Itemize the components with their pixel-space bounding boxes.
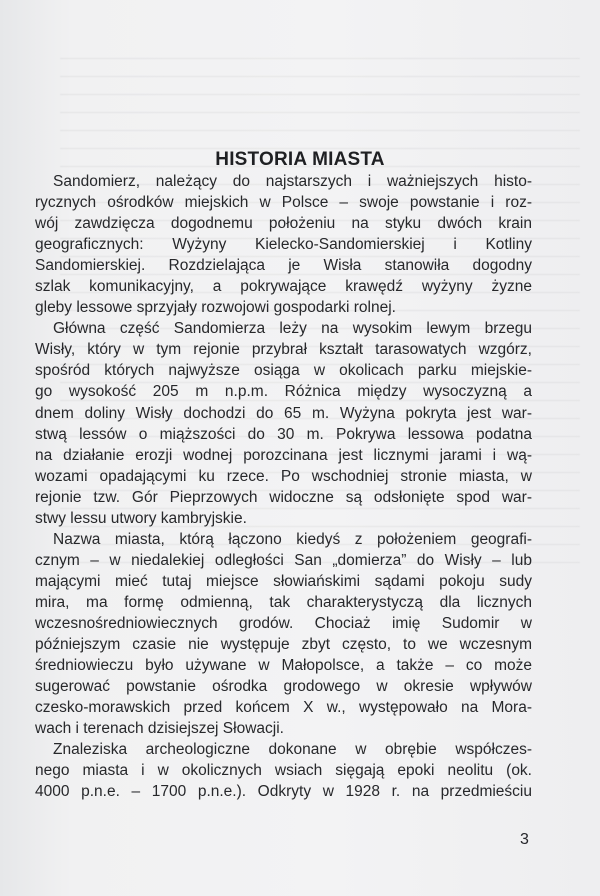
- text-line: wach i terenach dzisiejszej Słowacji.: [35, 720, 284, 738]
- text-line: czesko-morawskich przed końcem X w., występowało na Mora-: [35, 699, 532, 717]
- text-line: średniowieczu było używane w Małopolsce, a także – co może: [35, 657, 532, 675]
- text-line: Znaleziska archeologiczne dokonane w obrębie współczes-: [53, 741, 532, 759]
- text-line: Główna część Sandomierza leży na wysokim lewym brzegu: [53, 320, 532, 338]
- paragraph-1: [35, 171, 532, 318]
- text-line: sugerować powstanie ośrodka grodowego w okresie wpływów: [35, 678, 532, 696]
- text-line: na działanie erozji wodnej porozcinana jest licznymi jarami i wą-: [35, 446, 532, 464]
- text-line: cznym – w niedalekiej odległości San „domierza” do Wisły – lub: [35, 551, 532, 569]
- text-line: spośród których najwyższe osiąga w okolicach parku miejskie-: [35, 362, 532, 380]
- paragraph-2: [35, 318, 532, 528]
- page-number: 3: [520, 831, 529, 848]
- text-line: wój zawdzięcza dogodnemu położeniu na styku dwóch krain: [35, 215, 532, 233]
- text-line: rejonie tzw. Gór Pieprzowych widoczne są odsłonięte spod war-: [35, 488, 532, 506]
- text-line: geograficznych: Wyżyny Kielecko-Sandomierskiej i Kotliny: [35, 236, 532, 254]
- text-line: mającymi mieć tutaj miejsce słowiańskimi sądami pokoju sudy: [35, 572, 532, 590]
- text-line: dnem doliny Wisły dochodzi do 65 m. Wyżyna pokryta jest war-: [35, 404, 532, 422]
- text-line: stwą lessów o miąższości do 30 m. Pokrywa lessowa podatna: [35, 425, 532, 443]
- text-line: 4000 p.n.e. – 1700 p.n.e.). Odkryty w 1928 r. na przedmieściu: [35, 783, 532, 801]
- text-line: gleby lessowe sprzyjały rozwojowi gospodarki rolnej.: [35, 299, 396, 317]
- paragraph-3: [35, 529, 532, 739]
- paragraph-4: [35, 739, 532, 802]
- text-line: Sandomierz, należący do najstarszych i ważniejszych histo-: [53, 173, 532, 190]
- text-line: go wysokość 205 m n.p.m. Różnica między wysoczyzną a: [35, 383, 532, 401]
- page-title: HISTORIA MIASTA: [215, 149, 385, 170]
- text-line: wozami opadającymi ku rzece. Po wschodniej stronie miasta, w: [35, 467, 532, 485]
- text-line: Wisły, który w tym rejonie przybrał kształt tarasowatych wzgórz,: [35, 341, 532, 359]
- text-line: Nazwa miasta, którą łączono kiedyś z położeniem geografi-: [53, 530, 532, 548]
- text-line: rycznych ośrodków miejskich w Polsce – swoje powstanie i roz-: [35, 194, 532, 212]
- text-line: wczesnośredniowiecznych grodów. Chociaż imię Sudomir w: [35, 614, 532, 632]
- text-line: stwy lessu utwory kambryjskie.: [35, 509, 247, 527]
- text-line: nego miasta i w okolicznych wsiach sięgają epoki neolitu (ok.: [35, 762, 532, 780]
- text-line: późniejszym czasie nie występuje zbyt często, to we wczesnym: [35, 636, 532, 654]
- text-line: szlak komunikacyjny, a pokrywające krawędź wyżyny żyzne: [35, 278, 532, 296]
- text-line: Sandomierskiej. Rozdzielająca je Wisła stanowiła dogodny: [35, 257, 532, 275]
- text-line: mira, ma formę odmienną, tak charakterystyczą dla licznych: [35, 593, 532, 611]
- body-text: [35, 171, 532, 802]
